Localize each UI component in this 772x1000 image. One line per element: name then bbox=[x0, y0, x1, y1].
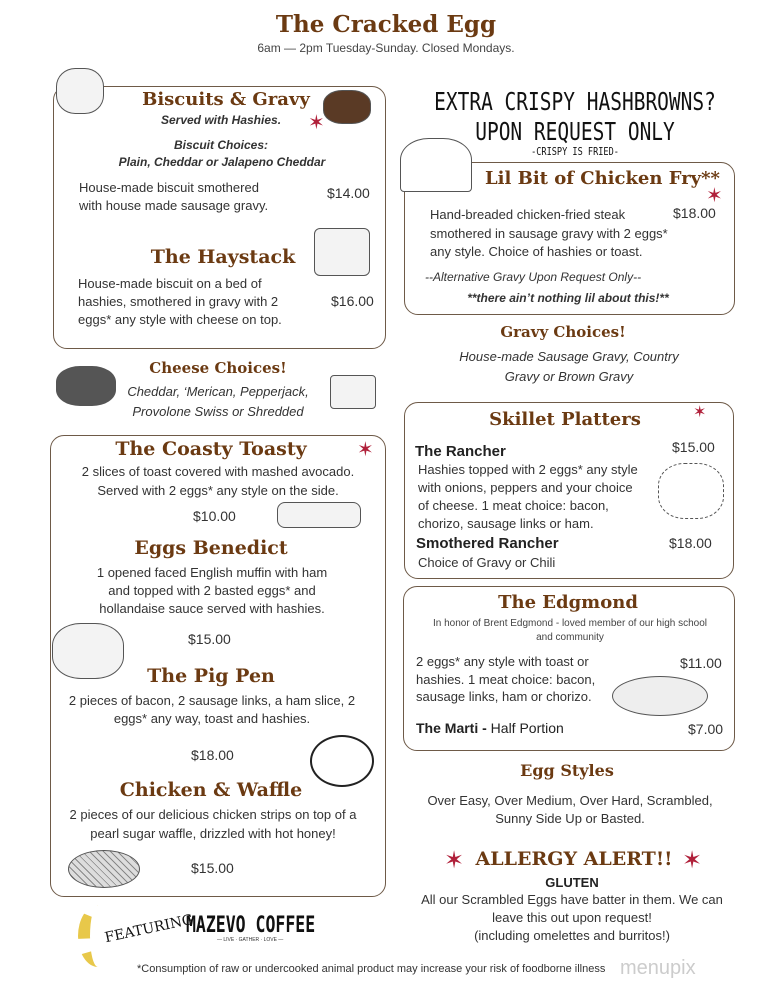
haystack-price: $16.00 bbox=[331, 293, 374, 309]
star-icon: ✶ bbox=[682, 847, 703, 874]
skillet-title: Skillet Platters bbox=[489, 409, 641, 430]
waffle-price: $15.00 bbox=[191, 860, 234, 876]
gravy-line: House-made Sausage Gravy, Country bbox=[459, 349, 679, 364]
footer-disclaimer: *Consumption of raw or undercooked animal product may increase your risk of foodborne illness bbox=[137, 963, 606, 975]
gravy-line: Gravy or Brown Gravy bbox=[504, 369, 634, 384]
smothered-name: Smothered Rancher bbox=[416, 535, 559, 552]
star-icon: ✶ bbox=[693, 404, 707, 421]
edgmond-honor: and community bbox=[536, 632, 604, 643]
gravy-title: Gravy Choices! bbox=[500, 323, 626, 341]
eggstyles-line: Over Easy, Over Medium, Over Hard, Scrambled, bbox=[427, 793, 713, 808]
haystack-illustration bbox=[314, 228, 370, 276]
hours: 6am — 2pm Tuesday-Sunday. Closed Mondays. bbox=[257, 41, 515, 55]
biscuits-desc: with house made sausage gravy. bbox=[79, 198, 269, 213]
gravy-boat-illustration bbox=[323, 90, 371, 124]
biscuits-price: $14.00 bbox=[327, 185, 370, 201]
star-icon: ✶ bbox=[357, 439, 374, 461]
rancher-desc: with onions, peppers and your choice bbox=[418, 480, 633, 495]
biscuits-desc: House-made biscuit smothered bbox=[79, 180, 259, 195]
hashbrowns-line3: -CRISPY IS FRIED- bbox=[531, 145, 619, 158]
waffle-illustration bbox=[68, 850, 140, 888]
haystack-desc: eggs* any style with cheese on top. bbox=[78, 312, 282, 327]
watermark: menupix bbox=[620, 957, 696, 979]
allergy-line: leave this out upon request! bbox=[492, 910, 652, 925]
pig-illustration bbox=[310, 735, 374, 787]
edgmond-honor: In honor of Brent Edgmond - loved member of our high school bbox=[432, 618, 708, 629]
cheese-wheel-illustration bbox=[56, 366, 116, 406]
allergy-line: (including omelettes and burritos!) bbox=[474, 928, 670, 943]
allergy-subtitle: GLUTEN bbox=[545, 875, 599, 890]
hashbrowns-line2: UPON REQUEST ONLY bbox=[475, 117, 675, 146]
haystack-title: The Haystack bbox=[150, 246, 296, 268]
star-icon: ✶ bbox=[308, 112, 325, 134]
coasty-title: The Coasty Toasty bbox=[115, 438, 307, 460]
rancher-desc: of cheese. 1 meat choice: bacon, bbox=[418, 498, 609, 513]
rancher-name: The Rancher bbox=[415, 443, 506, 460]
hashbrowns-line1: EXTRA CRISPY HASHBROWNS? bbox=[434, 87, 716, 116]
haystack-desc: House-made biscuit on a bed of bbox=[78, 276, 262, 291]
chickenfry-note: --Alternative Gravy Upon Request Only-- bbox=[425, 270, 642, 284]
coasty-desc: Served with 2 eggs* any style on the side. bbox=[97, 483, 339, 498]
chickenfry-price: $18.00 bbox=[673, 205, 716, 221]
allergy-title: ALLERGY ALERT!! bbox=[475, 848, 673, 870]
waffle-desc: pearl sugar waffle, drizzled with hot honey! bbox=[90, 826, 336, 841]
toast-avocado-egg-illustration bbox=[277, 502, 361, 528]
marti-line bbox=[416, 721, 564, 735]
coffee-tagline: — LIVE · GATHER · LOVE — bbox=[217, 937, 284, 943]
cheese-title: Cheese Choices! bbox=[149, 359, 287, 377]
benedict-title: Eggs Benedict bbox=[134, 537, 288, 559]
coasty-desc: 2 slices of toast covered with mashed avocado. bbox=[81, 464, 355, 479]
rancher-desc: chorizo, sausage links or ham. bbox=[418, 516, 594, 531]
edgmond-price: $11.00 bbox=[680, 655, 722, 671]
haystack-desc: hashies, smothered in gravy with 2 bbox=[78, 294, 279, 309]
skillet-illustration bbox=[658, 463, 724, 519]
marti-name: The Marti - bbox=[416, 720, 487, 736]
allergy-line: All our Scrambled Eggs have batter in them. We can bbox=[421, 892, 723, 907]
pigpen-desc: 2 pieces of bacon, 2 sausage links, a ham slice, 2 bbox=[68, 693, 356, 708]
biscuits-subtitle: Served with Hashies. bbox=[160, 113, 282, 127]
biscuit-choices: Plain, Cheddar or Jalapeno Cheddar bbox=[118, 155, 326, 169]
rancher-desc: Hashies topped with 2 eggs* any style bbox=[418, 462, 638, 477]
chickenfry-desc: smothered in sausage gravy with 2 eggs* bbox=[430, 226, 668, 241]
biscuit-choices-label: Biscuit Choices: bbox=[173, 138, 269, 152]
benedict-price: $15.00 bbox=[188, 631, 231, 647]
pigpen-title: The Pig Pen bbox=[147, 665, 275, 687]
eggstyles-line: Sunny Side Up or Basted. bbox=[495, 811, 645, 826]
page-title: The Cracked Egg bbox=[275, 11, 497, 38]
edgmond-desc: sausage links, ham or chorizo. bbox=[416, 689, 592, 704]
benedict-desc: 1 opened faced English muffin with ham bbox=[96, 565, 328, 580]
cheese-line: Cheddar, ‘Merican, Pepperjack, bbox=[127, 384, 309, 399]
marti-desc: Half Portion bbox=[486, 720, 564, 736]
edgmond-desc: hashies. 1 meat choice: bacon, bbox=[416, 672, 596, 687]
benedict-illustration bbox=[52, 623, 124, 679]
benedict-desc: hollandaise sauce served with hashies. bbox=[99, 601, 325, 616]
edgmond-desc: 2 eggs* any style with toast or bbox=[416, 654, 589, 669]
pigpen-desc: eggs* any way, toast and hashies. bbox=[113, 711, 311, 726]
benedict-desc: and topped with 2 basted eggs* and bbox=[108, 583, 316, 598]
coasty-price: $10.00 bbox=[193, 508, 236, 524]
star-icon: ✶ bbox=[444, 847, 465, 874]
cheese-wedge-illustration bbox=[330, 375, 376, 409]
biscuits-illustration bbox=[56, 68, 104, 114]
chickenfry-desc: Hand-breaded chicken-fried steak bbox=[430, 207, 626, 222]
waffle-title: Chicken & Waffle bbox=[119, 779, 303, 801]
smothered-desc: Choice of Gravy or Chili bbox=[418, 555, 556, 570]
barn-illustration bbox=[400, 138, 472, 192]
coffee-brand: MAZEVO COFFEE bbox=[186, 913, 316, 938]
chickenfry-desc: any style. Choice of hashies or toast. bbox=[430, 244, 643, 259]
biscuits-title: Biscuits & Gravy bbox=[142, 89, 310, 110]
rancher-price: $15.00 bbox=[672, 439, 715, 455]
edgmond-title: The Edgmond bbox=[498, 592, 638, 613]
star-icon: ✶ bbox=[706, 185, 723, 207]
chickenfry-title: Lil Bit of Chicken Fry** bbox=[485, 168, 720, 189]
breakfast-plate-illustration bbox=[612, 676, 708, 716]
pigpen-price: $18.00 bbox=[191, 747, 234, 763]
eggstyles-title: Egg Styles bbox=[520, 761, 614, 780]
smothered-price: $18.00 bbox=[669, 535, 712, 551]
marti-price: $7.00 bbox=[688, 721, 724, 737]
chickenfry-tagline: **there ain’t nothing lil about this!** bbox=[467, 291, 669, 305]
cheese-line: Provolone Swiss or Shredded bbox=[132, 404, 304, 419]
coffee-featuring: FEATURING bbox=[103, 911, 195, 947]
waffle-desc: 2 pieces of our delicious chicken strips on top of a bbox=[69, 807, 357, 822]
